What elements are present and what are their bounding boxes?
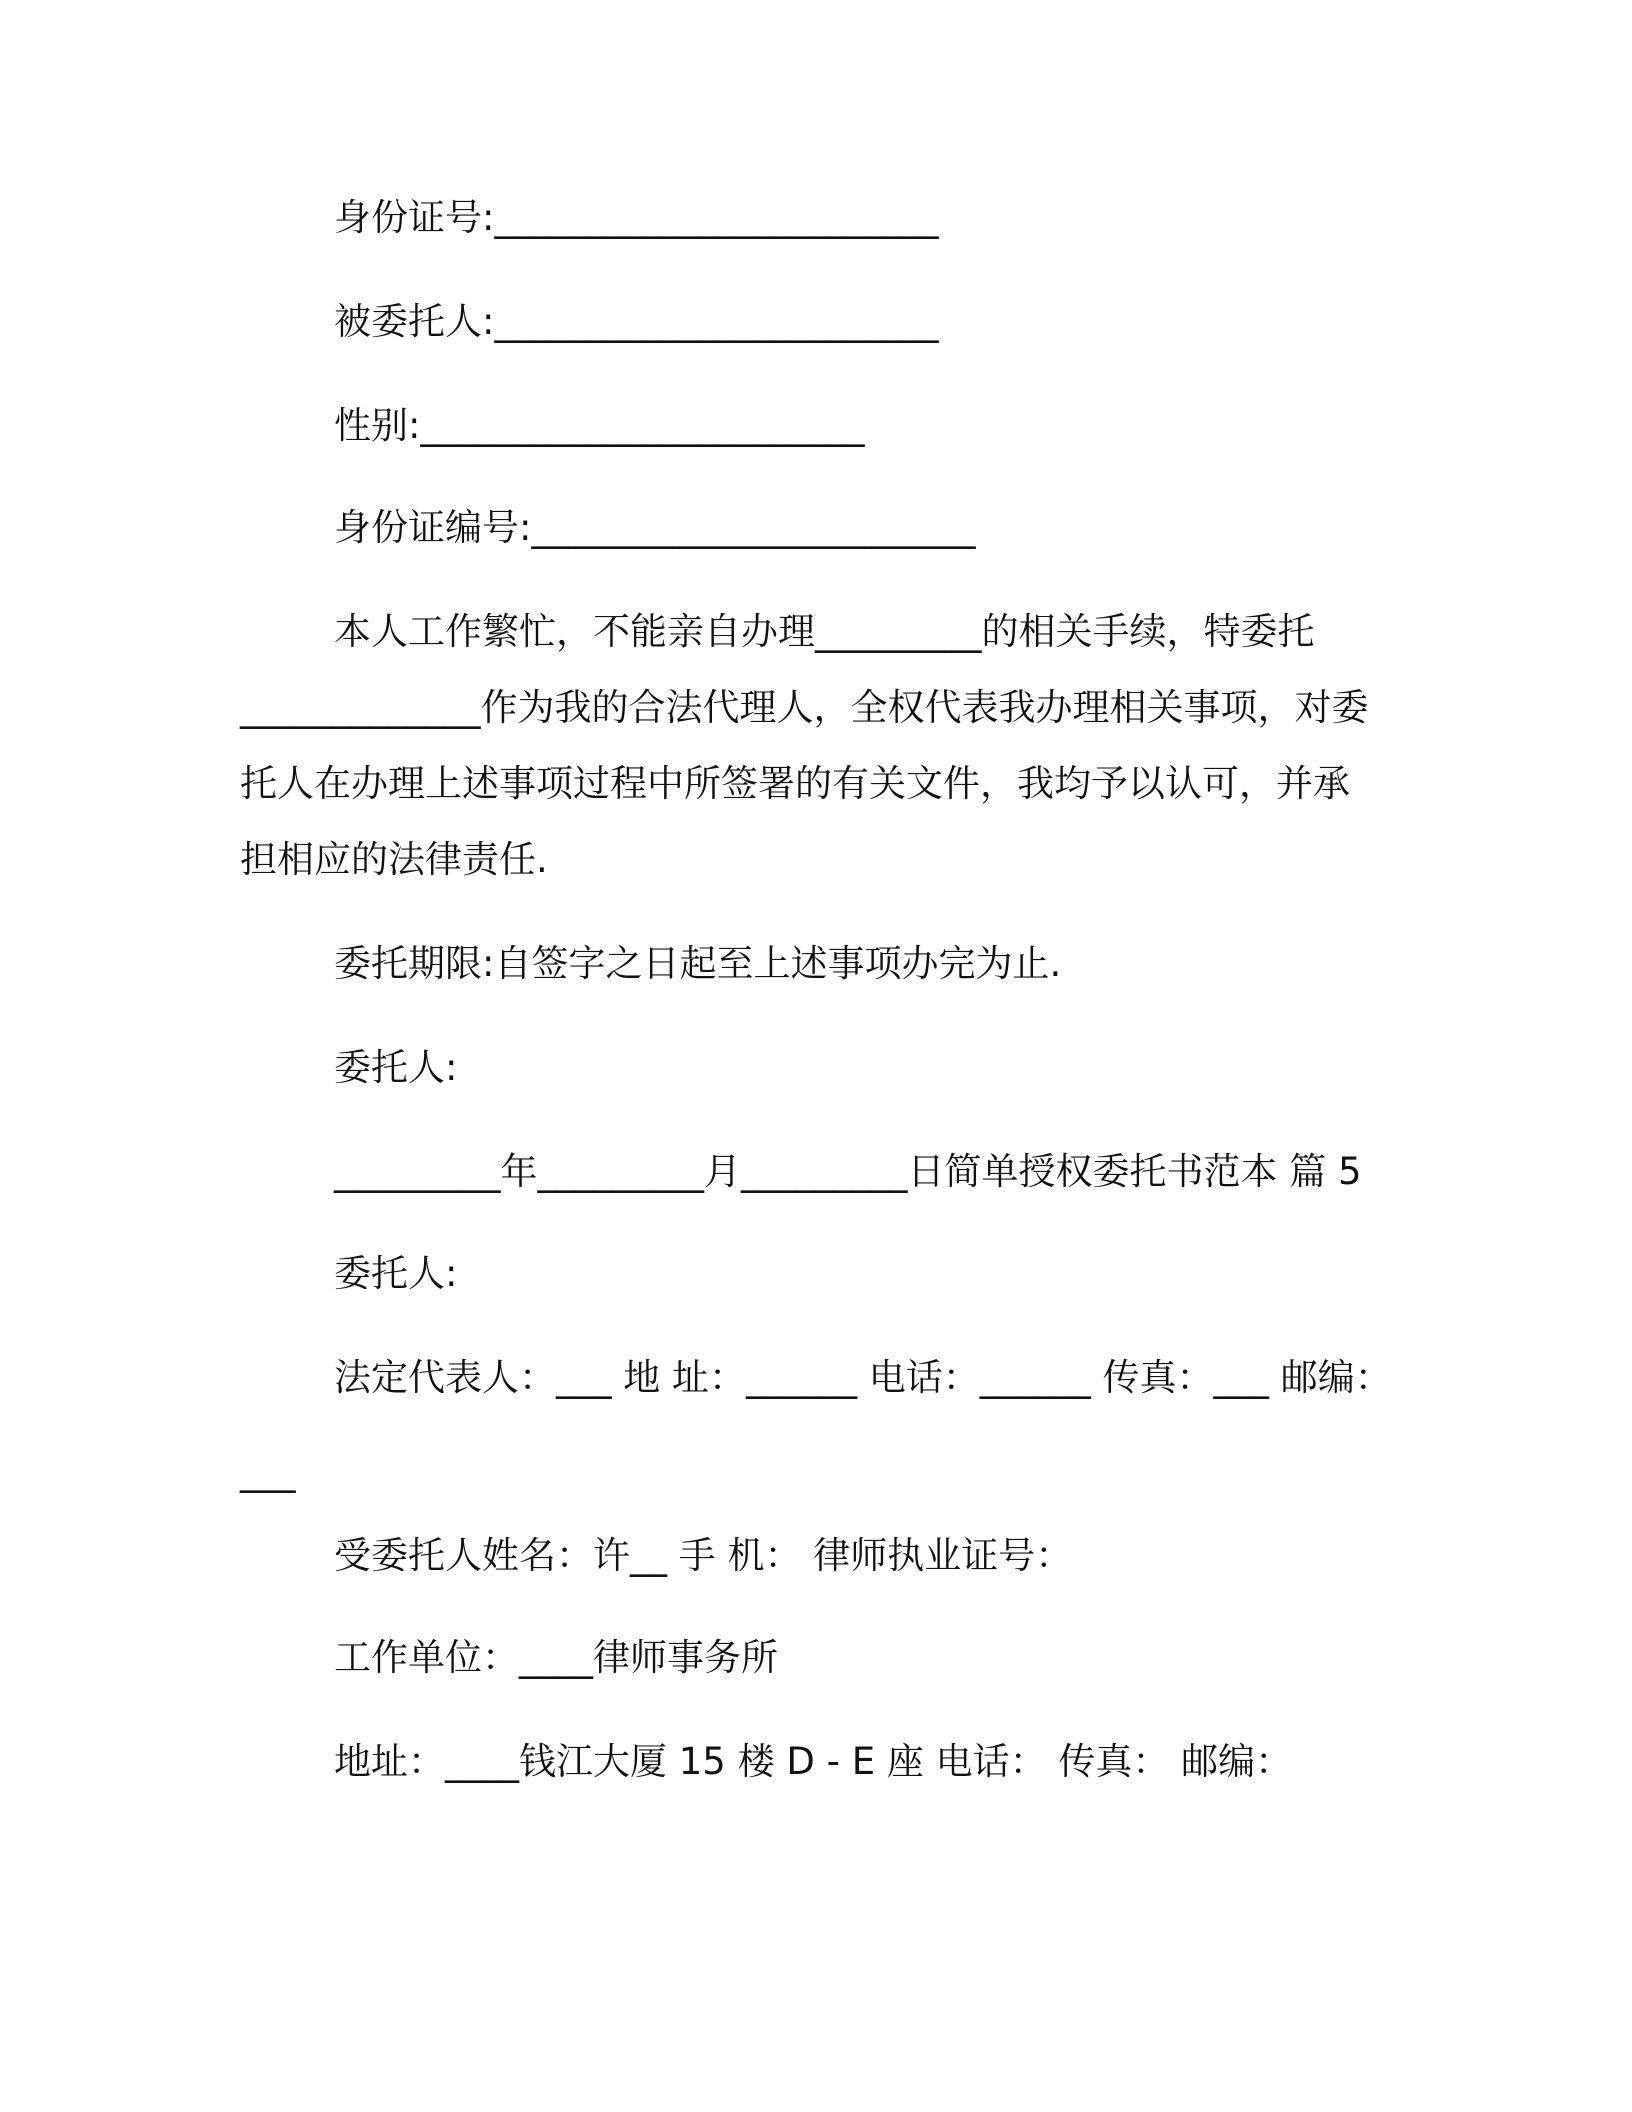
body-paragraph-line-2: _____________作为我的合法代理人，全权代表我办理相关事项，对委 [240,686,1369,729]
id-code-field: 身份证编号:________________________ [334,506,976,549]
agent-field: 被委托人:________________________ [334,300,939,343]
address-line: 地址：____钱江大厦 15 楼 D - E 座 电话： 传真： 邮编： [334,1740,1293,1783]
work-unit-line: 工作单位：____律师事务所 [334,1636,778,1679]
legal-representative-line: 法定代表人：___ 地 址：______ 电话：______ 传真：___ 邮编： [334,1356,1392,1399]
gender-field: 性别:________________________ [334,404,865,447]
body-paragraph-line-1: 本人工作繁忙，不能亲自办理_________的相关手续，特委托 [334,610,1315,653]
date-and-section-heading: _________年_________月_________日简单授权委托书范本 篇 5 [334,1150,1362,1193]
postcode-continuation: ___ [240,1450,296,1493]
principal-label-2: 委托人: [334,1252,458,1295]
id-number-field: 身份证号:________________________ [334,196,939,239]
delegation-period: 委托期限:自签字之日起至上述事项办完为止. [334,942,1062,985]
agent-name-line: 受委托人姓名：许__ 手 机： 律师执业证号： [334,1534,1073,1577]
principal-label: 委托人: [334,1046,458,1089]
body-paragraph-line-4: 担相应的法律责任. [240,838,548,881]
body-paragraph-line-3: 托人在办理上述事项过程中所签署的有关文件，我均予以认可，并承 [240,762,1350,805]
